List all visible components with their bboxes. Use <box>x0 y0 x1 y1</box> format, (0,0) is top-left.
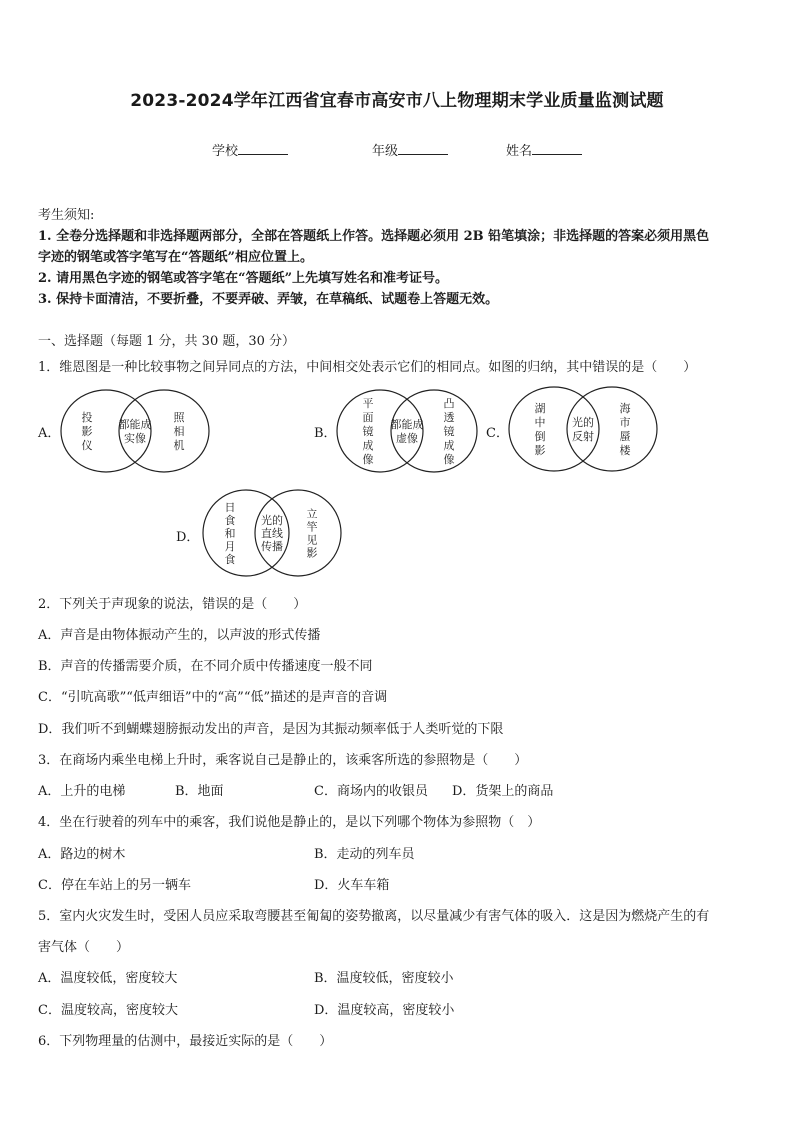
venn-b-left-text: 面 <box>362 410 374 424</box>
venn-d-right-text: 见 <box>306 533 318 547</box>
name-label: 姓名 <box>506 144 533 159</box>
grade-label: 年级 <box>372 144 399 159</box>
q4-option-a: A．路边的树木 <box>38 847 126 862</box>
venn-d-right-text: 影 <box>306 546 318 560</box>
venn-b-left-text: 像 <box>362 452 374 466</box>
name-field <box>506 140 582 159</box>
venn-d-left-text: 食 <box>224 552 236 566</box>
venn-b-center-text: 虚像 <box>396 431 418 445</box>
venn-d-left-text: 月 <box>224 539 236 553</box>
venn-c-left-text: 湖 <box>534 401 546 415</box>
notice-item-2: 2. 请用黑色字迹的钢笔或答字笔在“答题纸”上先填写姓名和准考证号。 <box>38 271 449 286</box>
venn-d-center-text: 传播 <box>261 539 283 553</box>
grade-blank <box>398 142 448 155</box>
notice-item-1-cont: 字迹的钢笔或答字笔写在“答题纸”相应位置上。 <box>38 250 313 265</box>
q2-option-d: D．我们听不到蝴蝶翅膀振动发出的声音，是因为其振动频率低于人类听觉的下限 <box>38 722 504 737</box>
q1-option-c-label: C． <box>486 426 509 441</box>
venn-c-left-text: 中 <box>534 415 546 429</box>
venn-b-right-text: 凸 <box>443 396 455 410</box>
notice-item-1: 1. 全卷分选择题和非选择题两部分，全部在答题纸上作答。选择题必须用 2B 铅笔填涂；非选择题的答案必须用黑色 <box>38 229 710 244</box>
q3-option-d: D．货架上的商品 <box>452 784 554 799</box>
venn-d-right-text: 立 <box>306 507 318 521</box>
venn-b-left-text: 平 <box>362 396 374 410</box>
venn-c-right-text: 海 <box>619 401 631 415</box>
venn-a-center-text: 实像 <box>124 431 146 445</box>
q4-stem: 4．坐在行驶着的列车中的乘客，我们说他是静止的，是以下列哪个物体为参照物（ ） <box>38 815 541 830</box>
venn-d-center-text: 光的 <box>261 513 283 527</box>
q3-option-b: B．地面 <box>175 784 224 799</box>
venn-c-right-text: 楼 <box>619 443 631 457</box>
venn-c-center-text: 反射 <box>572 429 594 443</box>
exam-title: 2023-2024学年江西省宜春市高安市八上物理期末学业质量监测试题 <box>130 91 664 111</box>
venn-a-left-text: 仪 <box>81 438 93 452</box>
q5-stem: 5．室内火灾发生时，受困人员应采取弯腰甚至匍匐的姿势撤离，以尽量减少有害气体的吸入．这是因为燃烧产生的有 <box>38 909 710 924</box>
venn-diagram-d <box>198 488 344 578</box>
q6-stem: 6．下列物理量的估测中，最接近实际的是（ ） <box>38 1034 333 1049</box>
q5-option-d: D．温度较高，密度较小 <box>314 1003 455 1018</box>
q5-stem-cont: 害气体（ ） <box>38 940 130 955</box>
venn-d-center-text: 直线 <box>261 526 283 540</box>
q1-option-b-label: B． <box>314 426 337 441</box>
venn-d-left-text: 日 <box>224 500 236 514</box>
q1-stem: 1．维恩图是一种比较事物之间异同点的方法，中间相交处表示它们的相同点。如图的归纳，其中错误的是（ ） <box>38 360 697 375</box>
q5-option-c: C．温度较高，密度较大 <box>38 1003 178 1018</box>
venn-d-left-text: 食 <box>224 513 236 527</box>
venn-diagram-a <box>58 388 214 474</box>
q3-option-c: C．商场内的收银员 <box>314 784 428 799</box>
venn-b-left-text: 镜 <box>362 424 374 438</box>
notice-item-3: 3. 保持卡面清洁，不要折叠，不要弄破、弄皱，在草稿纸、试题卷上答题无效。 <box>38 292 499 307</box>
venn-c-right-text: 市 <box>619 415 631 429</box>
venn-diagram-b <box>334 388 480 474</box>
venn-a-left-text: 投 <box>81 410 93 424</box>
q5-option-a: A．温度较低，密度较大 <box>38 971 178 986</box>
venn-a-right-text: 相 <box>173 424 185 438</box>
school-field <box>212 140 288 159</box>
q4-option-b: B．走动的列车员 <box>314 847 415 862</box>
notice-heading: 考生须知: <box>38 208 95 223</box>
q4-option-d: D．火车车箱 <box>314 878 390 893</box>
venn-c-center-text: 光的 <box>572 415 594 429</box>
section-heading: 一、选择题（每题 1 分，共 30 题，30 分） <box>38 334 296 349</box>
q3-stem: 3．在商场内乘坐电梯上升时，乘客说自己是静止的，该乘客所选的参照物是（ ） <box>38 753 528 768</box>
q2-stem: 2．下列关于声现象的说法，错误的是（ ） <box>38 597 307 612</box>
school-label: 学校 <box>212 144 239 159</box>
q4-option-c: C．停在车站上的另一辆车 <box>38 878 191 893</box>
q1-option-a-label: A． <box>38 426 61 441</box>
q2-option-c: C．“引吭高歌”“低声细语”中的“高”“低”描述的是声音的音调 <box>38 690 388 705</box>
venn-a-center-text: 都能成 <box>118 417 152 431</box>
school-blank <box>238 142 288 155</box>
venn-b-right-text: 成 <box>443 438 455 452</box>
q1-option-d-label: D． <box>176 530 200 545</box>
name-blank <box>532 142 582 155</box>
venn-a-right-text: 照 <box>173 410 185 424</box>
venn-d-right-text: 竿 <box>306 520 318 534</box>
venn-b-right-text: 像 <box>443 452 455 466</box>
venn-diagram-c <box>506 384 662 474</box>
venn-b-left-text: 成 <box>362 438 374 452</box>
venn-b-right-text: 镜 <box>443 424 455 438</box>
venn-a-right-text: 机 <box>173 438 185 452</box>
q2-option-a: A．声音是由物体振动产生的，以声波的形式传播 <box>38 628 321 643</box>
venn-d-left-text: 和 <box>224 526 236 540</box>
venn-a-left-text: 影 <box>81 424 93 438</box>
venn-c-left-text: 倒 <box>534 429 546 443</box>
venn-c-right-text: 蜃 <box>619 429 631 443</box>
q2-option-b: B．声音的传播需要介质，在不同介质中传播速度一般不同 <box>38 659 373 674</box>
q3-option-a: A．上升的电梯 <box>38 784 126 799</box>
q5-option-b: B．温度较低，密度较小 <box>314 971 454 986</box>
venn-b-center-text: 都能成 <box>390 417 424 431</box>
venn-c-left-text: 影 <box>534 443 546 457</box>
grade-field <box>372 140 448 159</box>
venn-b-right-text: 透 <box>443 410 455 424</box>
